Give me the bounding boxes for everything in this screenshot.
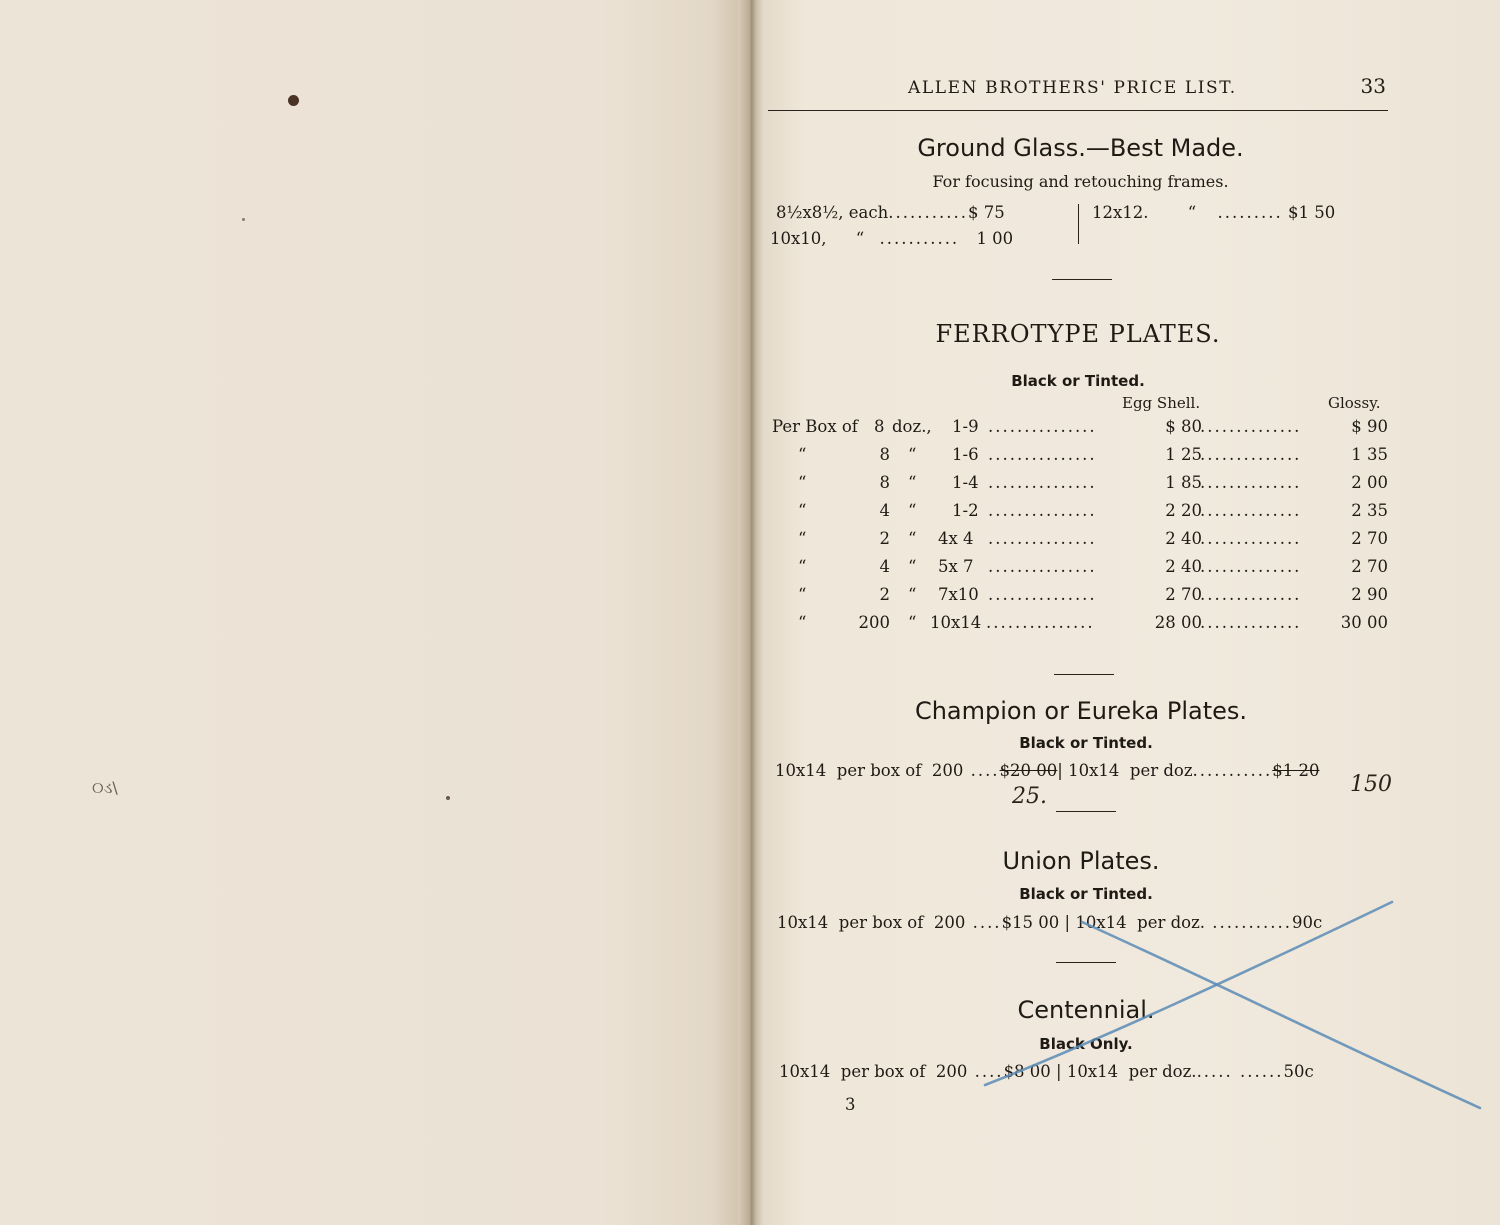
size-label: 10x10, bbox=[770, 229, 827, 248]
pencil-mark: ୦ડ\ bbox=[92, 778, 118, 797]
plate-size: 1-6 bbox=[952, 445, 979, 464]
centennial-subtitle: Black Only. bbox=[1039, 1035, 1133, 1053]
signature-mark: 3 bbox=[845, 1095, 856, 1114]
centennial-price-row: 10x14 per box of 200 ....$8 00 | 10x14 per doz...... ......50c bbox=[779, 1062, 1314, 1081]
leader-dots: ............... bbox=[988, 473, 1097, 492]
ground-glass-row: 12x12. “ ......... $1 50 bbox=[1092, 203, 1336, 222]
leader-dots: ............... bbox=[988, 445, 1097, 464]
handwritten-price: 150 bbox=[1350, 772, 1392, 797]
price: 50c bbox=[1283, 1062, 1314, 1081]
ditto-mark: “ bbox=[798, 473, 807, 492]
egg-shell-price: $ 80 bbox=[1165, 417, 1202, 436]
ditto-mark: “ bbox=[908, 529, 917, 548]
leader-dots: .............. bbox=[1200, 501, 1302, 520]
price: 1 00 bbox=[976, 229, 1014, 248]
leader-dots: .............. bbox=[1200, 585, 1302, 604]
ditto-mark: “ bbox=[1187, 203, 1197, 222]
ink-spot bbox=[288, 95, 299, 106]
price: $1 50 bbox=[1287, 203, 1336, 222]
book-gutter bbox=[738, 0, 764, 1225]
glossy-price: 30 00 bbox=[1340, 613, 1388, 632]
leader-dots: ............... bbox=[986, 613, 1095, 632]
plate-size: 10x14 bbox=[930, 613, 982, 632]
header-rule bbox=[768, 110, 1388, 111]
section-rule bbox=[1052, 279, 1112, 280]
plate-size: 1-2 bbox=[952, 501, 979, 520]
column-divider bbox=[1078, 204, 1079, 244]
ferrotype-row bbox=[768, 529, 1390, 553]
running-title: ALLEN BROTHERS' PRICE LIST. bbox=[908, 78, 1237, 98]
dust-spot bbox=[446, 796, 450, 800]
item-label: 10x14 per doz. bbox=[1066, 1062, 1197, 1081]
quantity: 8 bbox=[879, 445, 890, 464]
price: $15 00 bbox=[1001, 913, 1060, 932]
quantity: 200 bbox=[858, 613, 890, 632]
dust-spot bbox=[242, 218, 245, 221]
leader-dots: ............... bbox=[988, 417, 1097, 436]
unit: doz., bbox=[892, 417, 932, 436]
plate-size: 7x10 bbox=[938, 585, 979, 604]
egg-shell-price: 2 40 bbox=[1165, 529, 1202, 548]
item-label: 10x14 per box of 200 bbox=[777, 913, 966, 932]
separator: | bbox=[1050, 1062, 1067, 1081]
leader-dots: .............. bbox=[1200, 473, 1302, 492]
glossy-price: 2 90 bbox=[1351, 585, 1388, 604]
glossy-price: 2 35 bbox=[1351, 501, 1388, 520]
union-subtitle: Black or Tinted. bbox=[1019, 885, 1153, 903]
egg-shell-price: 1 85 bbox=[1165, 473, 1202, 492]
champion-title: Champion or Eureka Plates. bbox=[914, 697, 1248, 725]
egg-shell-price: 2 70 bbox=[1165, 585, 1202, 604]
ferrotype-title: FERROTYPE PLATES. bbox=[935, 320, 1221, 348]
ditto-mark: “ bbox=[908, 501, 917, 520]
quantity: 8 bbox=[879, 473, 890, 492]
struck-price: $20 00 bbox=[999, 761, 1058, 780]
quantity: 2 bbox=[879, 529, 890, 548]
champion-subtitle: Black or Tinted. bbox=[1019, 734, 1153, 752]
ditto-mark: “ bbox=[908, 445, 917, 464]
running-head bbox=[768, 74, 1388, 100]
union-price-row: 10x14 per box of 200 ....$15 00 | 10x14 per doz. ...........90c bbox=[777, 913, 1323, 932]
ditto-mark: “ bbox=[798, 613, 807, 632]
egg-shell-price: 2 20 bbox=[1165, 501, 1202, 520]
ferrotype-row bbox=[768, 585, 1390, 609]
quantity: 4 bbox=[879, 557, 890, 576]
glossy-price: $ 90 bbox=[1351, 417, 1388, 436]
ferrotype-subtitle: Black or Tinted. bbox=[1011, 372, 1145, 390]
ferrotype-row bbox=[768, 473, 1390, 497]
ferrotype-row bbox=[768, 613, 1390, 637]
price: 90c bbox=[1292, 913, 1323, 932]
ground-glass-subtitle: For focusing and retouching frames. bbox=[932, 172, 1229, 191]
item-label: 10x14 per doz bbox=[1068, 761, 1193, 780]
ferrotype-row bbox=[768, 417, 1390, 441]
ditto-mark: “ bbox=[908, 585, 917, 604]
price: $ 75 bbox=[967, 203, 1005, 222]
size-label: 12x12. bbox=[1092, 203, 1149, 222]
left-page bbox=[0, 0, 748, 1225]
ferrotype-row bbox=[768, 557, 1390, 581]
leader-dots: ............... bbox=[988, 529, 1097, 548]
ditto-mark: “ bbox=[855, 229, 865, 248]
ditto-mark: “ bbox=[908, 473, 917, 492]
ditto-mark: “ bbox=[908, 613, 917, 632]
union-title: Union Plates. bbox=[1002, 847, 1160, 875]
section-rule bbox=[1054, 674, 1114, 675]
quantity: 4 bbox=[879, 501, 890, 520]
leader-dots: .............. bbox=[1200, 445, 1302, 464]
ditto-mark: “ bbox=[908, 557, 917, 576]
quantity: 2 bbox=[879, 585, 890, 604]
price: $8 00 bbox=[1003, 1062, 1051, 1081]
struck-price: $1 20 bbox=[1272, 761, 1320, 780]
leader-dots: ............... bbox=[988, 557, 1097, 576]
glossy-price: 2 00 bbox=[1351, 473, 1388, 492]
leader-dots: .............. bbox=[1200, 613, 1302, 632]
page-number: 33 bbox=[1360, 74, 1386, 98]
ground-glass-row: 10x10, “ ........... 1 00 bbox=[770, 229, 1014, 248]
glossy-price: 2 70 bbox=[1351, 557, 1388, 576]
plate-size: 1-9 bbox=[952, 417, 979, 436]
item-label: 10x14 per doz. bbox=[1075, 913, 1206, 932]
quantity: 8 bbox=[874, 417, 885, 436]
egg-shell-price: 2 40 bbox=[1165, 557, 1202, 576]
ditto-mark: “ bbox=[798, 557, 807, 576]
plate-size: 1-4 bbox=[952, 473, 979, 492]
item-label: 10x14 per box of 200 bbox=[779, 1062, 968, 1081]
separator: | bbox=[1059, 913, 1076, 932]
handwritten-price: 25. bbox=[1012, 784, 1047, 809]
section-rule bbox=[1056, 811, 1116, 812]
ditto-mark: “ bbox=[798, 585, 807, 604]
ditto-mark: “ bbox=[798, 529, 807, 548]
egg-shell-price: 1 25 bbox=[1165, 445, 1202, 464]
glossy-price: 2 70 bbox=[1351, 529, 1388, 548]
ferrotype-row bbox=[768, 445, 1390, 469]
row-lead: Per Box of bbox=[772, 417, 858, 436]
item-label: 10x14 per box of 200 bbox=[775, 761, 964, 780]
column-header-egg-shell: Egg Shell. bbox=[1122, 394, 1201, 412]
glossy-price: 1 35 bbox=[1351, 445, 1388, 464]
champion-price-row: 10x14 per box of 200 ....$20 00| 10x14 per doz...........$1 20 bbox=[775, 761, 1320, 780]
separator: | bbox=[1057, 761, 1063, 780]
leader-dots: ............... bbox=[988, 585, 1097, 604]
plate-size: 4x 4 bbox=[938, 529, 974, 548]
ground-glass-title: Ground Glass.—Best Made. bbox=[917, 134, 1244, 162]
plate-size: 5x 7 bbox=[938, 557, 974, 576]
leader-dots: .............. bbox=[1200, 417, 1302, 436]
column-header-glossy: Glossy. bbox=[1328, 394, 1381, 412]
leader-dots: ............... bbox=[988, 501, 1097, 520]
ditto-mark: “ bbox=[798, 445, 807, 464]
egg-shell-price: 28 00 bbox=[1154, 613, 1202, 632]
ferrotype-row bbox=[768, 501, 1390, 525]
leader-dots: .............. bbox=[1200, 557, 1302, 576]
centennial-title: Centennial. bbox=[1017, 996, 1155, 1024]
leader-dots: .............. bbox=[1200, 529, 1302, 548]
ditto-mark: “ bbox=[798, 501, 807, 520]
size-label: 8½x8½, each bbox=[776, 203, 889, 222]
ground-glass-row: 8½x8½, each...........$ 75 bbox=[776, 203, 1005, 222]
section-rule bbox=[1056, 962, 1116, 963]
